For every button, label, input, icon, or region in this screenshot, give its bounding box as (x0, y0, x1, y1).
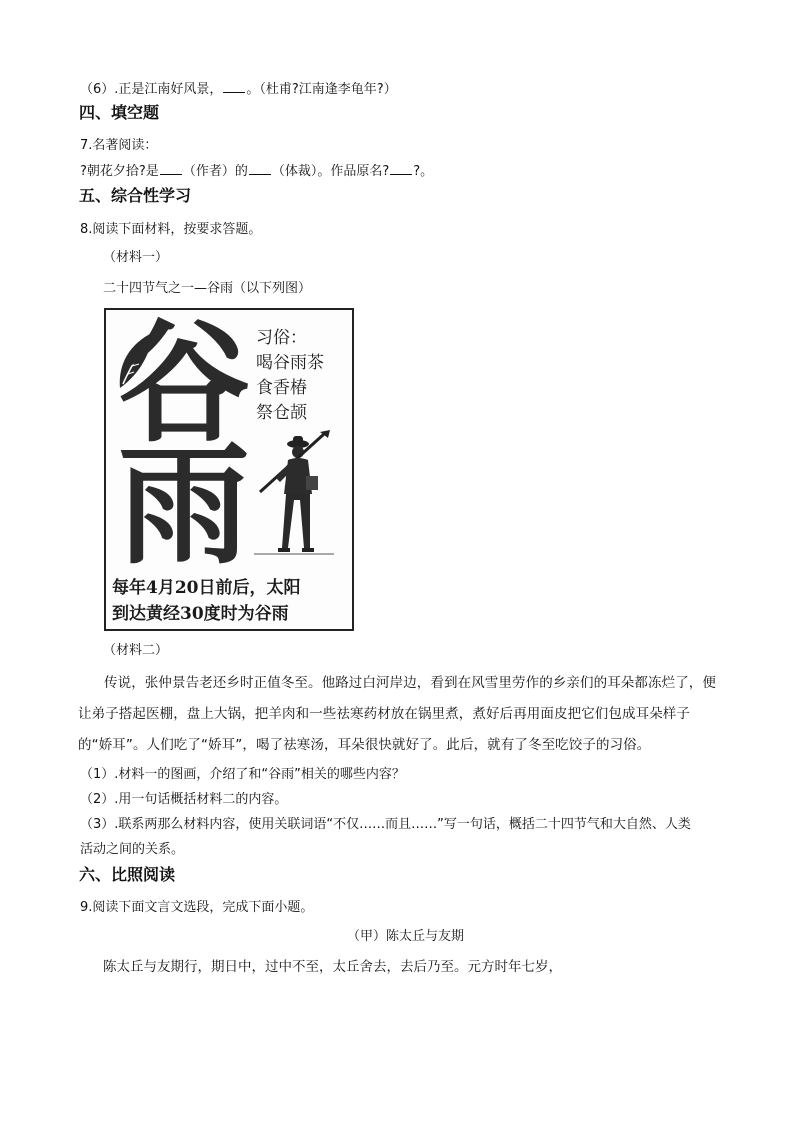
q7-line (80, 162, 433, 181)
material-1-caption: 二十四节气之一—谷雨（以下列图） (103, 281, 312, 296)
q7-blank-author (160, 162, 182, 175)
q8-subquestion-3-line-1: （3）.联系两那么材料内容，使用关联词语“不仅……而且……”写一句话，概括二十四节气和大自然、人类 (80, 817, 691, 832)
material-2-label: （材料二） (103, 643, 169, 658)
section-4-title: 四、填空题 (79, 103, 160, 122)
q9-label: 9.阅读下面文言文选段，完成下面小题。 (80, 900, 314, 915)
q6-text: （6）.正是江南好风景， (80, 82, 223, 97)
q7-part-a: ?朝花夕拾?是 (80, 164, 159, 179)
q6-source: 。（杜甫?江南逢李龟年?） (246, 82, 397, 97)
q8-label: 8.阅读下面材料，按要求答题。 (80, 222, 262, 237)
q7-blank-original-name (390, 162, 412, 175)
q7-blank-genre (249, 162, 271, 175)
q7-part-d: ?。 (413, 164, 434, 179)
farmer-illustration (254, 430, 334, 565)
custom-item-cangjie: 祭仓颉 (256, 403, 307, 423)
q6-blank (223, 80, 245, 93)
q7-part-b: （作者）的 (182, 164, 248, 179)
custom-item-toon: 食香椿 (256, 378, 307, 398)
poster-char-gu: 谷 (118, 306, 250, 461)
poster-caption-line-2: 到达黄经30度时为谷雨 (112, 604, 289, 624)
material-1-label: （材料一） (103, 250, 169, 265)
q8-subquestion-2: （2）.用一句话概括材料二的内容。 (80, 792, 288, 807)
customs-title: 习俗： (256, 328, 307, 348)
q8-subquestion-3-line-2: 活动之间的关系。 (80, 842, 185, 857)
poster-caption-line-1: 每年4月20日前后，太阳 (112, 578, 301, 598)
passage-jia-title: （甲）陈太丘与友期 (347, 929, 465, 944)
q6-line (80, 80, 397, 99)
guyu-poster-image (104, 308, 354, 631)
material-2-text: 传说，张仲景告老还乡时正值冬至。他路过白河岸边，看到在风雪里劳作的乡亲们的耳朵都冻烂了，便让弟子搭起医棚，盘上大锅，把羊肉和一些祛寒药材放在锅里煮，煮好后再用面皮把它们包成耳朵样子的“娇耳”。人们吃了“娇耳”，喝了祛寒汤，耳朵很快就好了。此后，就有了冬至吃饺子的习俗。 (78, 675, 716, 753)
poster-char-yu: 雨 (118, 428, 250, 583)
q7-label: 7.名著阅读： (80, 138, 158, 153)
q8-subquestion-1: （1）.材料一的图画，介绍了和“谷雨”相关的哪些内容？ (80, 767, 405, 782)
section-6-title: 六、比照阅读 (79, 865, 176, 884)
custom-item-tea: 喝谷雨茶 (256, 353, 324, 373)
passage-jia-text: 陈太丘与友期行，期日中，过中不至，太丘舍去，去后乃至。元方时年七岁， (103, 959, 562, 975)
section-5-title: 五、综合性学习 (79, 186, 192, 205)
q7-part-c: （体裁）。作品原名? (271, 164, 390, 179)
